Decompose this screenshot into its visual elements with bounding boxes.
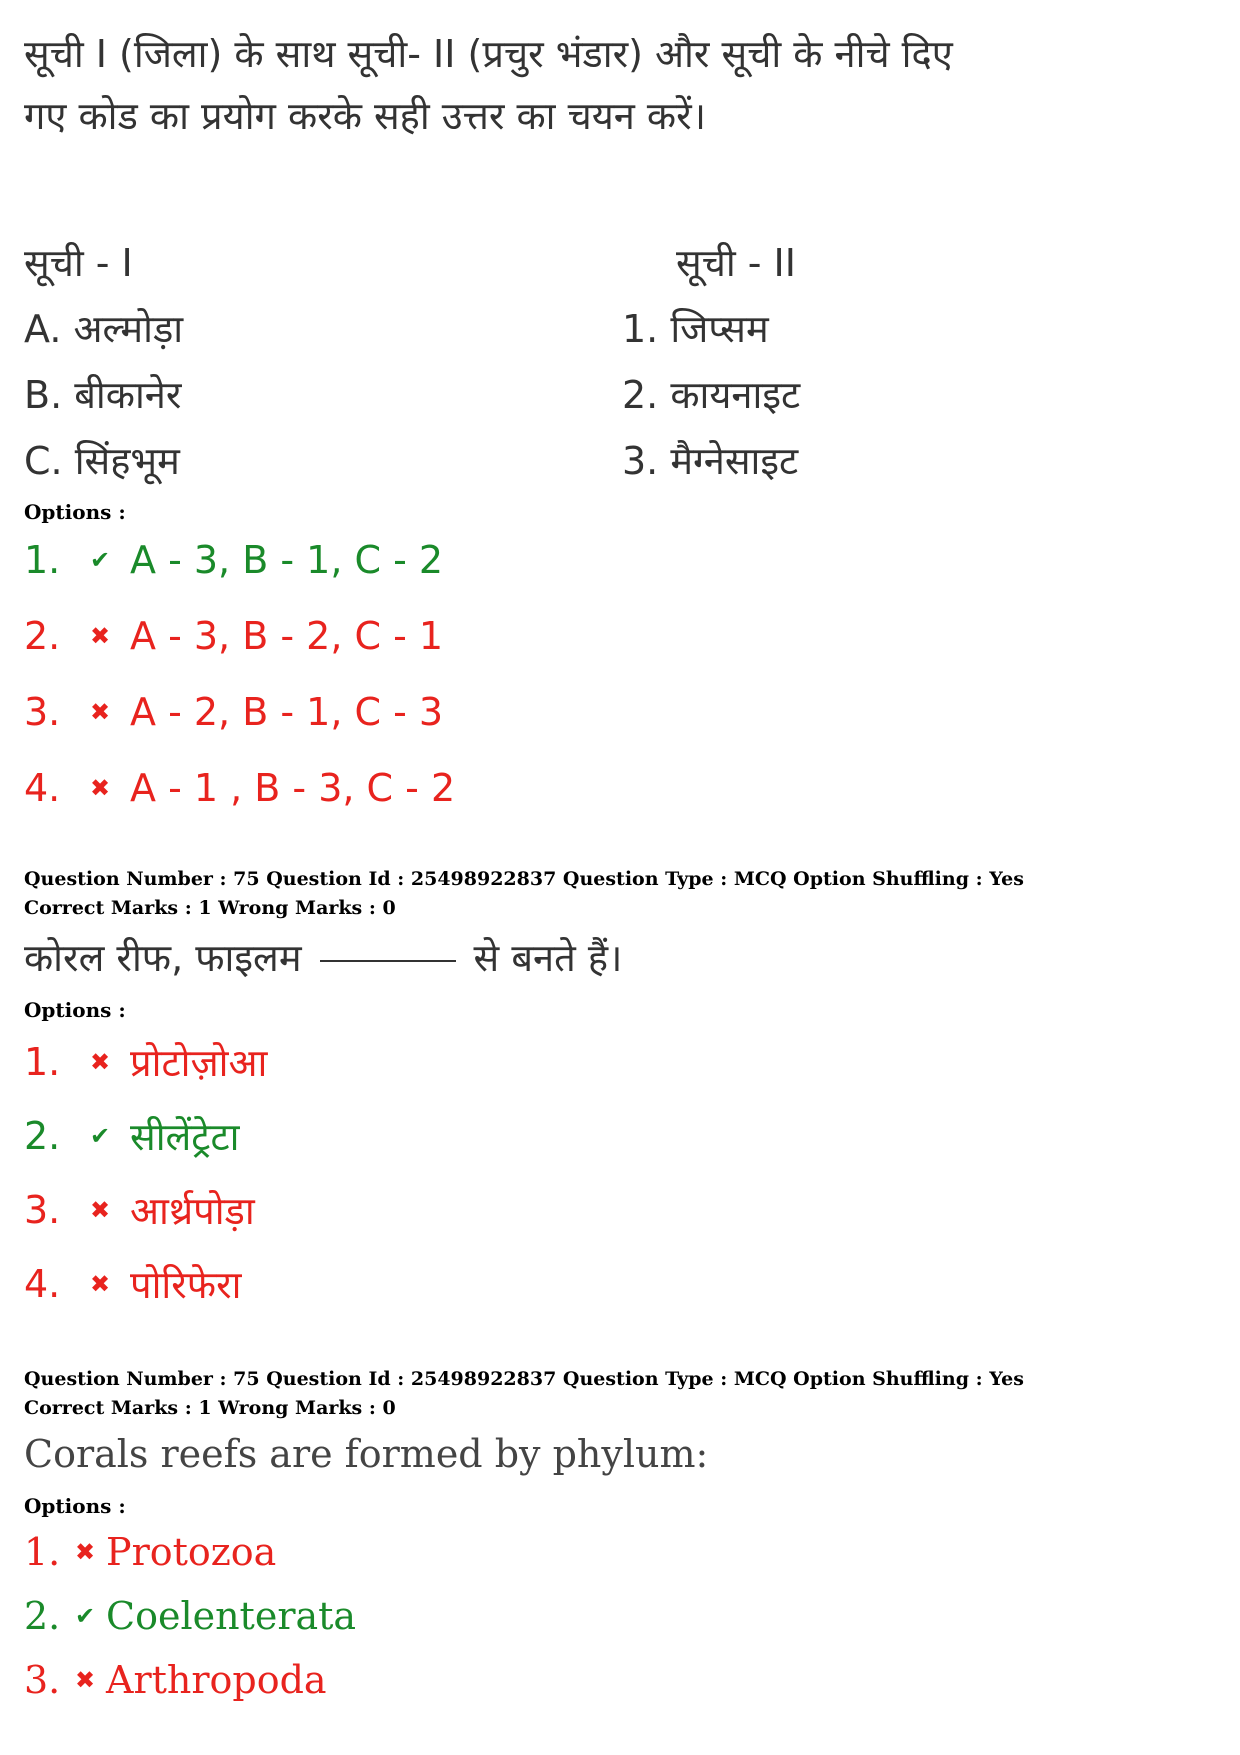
question-text-pre: कोरल रीफ, फाइलम [24, 936, 302, 980]
option-text: Arthropoda [106, 1658, 327, 1702]
option-item [24, 766, 455, 810]
option-number: 2. [24, 1594, 61, 1638]
options-label: Options : [24, 998, 126, 1022]
option-number: 1. [24, 538, 61, 582]
question-text-post: से बनते हैं। [473, 936, 623, 980]
check-icon: ✔ [89, 1122, 111, 1150]
option-item [24, 1258, 242, 1310]
list2-item: 2. कायनाइट [622, 373, 801, 417]
option-text: A - 3, B - 2, C - 1 [130, 614, 444, 658]
option-item [24, 1184, 255, 1236]
question-marks: Correct Marks : 1 Wrong Marks : 0 [24, 1397, 396, 1419]
option-number: 3. [24, 690, 61, 734]
list1-item: C. सिंहभूम [24, 439, 180, 483]
option-item [24, 538, 443, 582]
cross-icon: ✖ [74, 1538, 96, 1566]
options-label: Options : [24, 500, 126, 524]
option-item [24, 1036, 267, 1088]
option-number: 4. [24, 766, 61, 810]
options-label: Options : [24, 1494, 126, 1518]
cross-icon: ✖ [89, 1270, 111, 1298]
cross-icon: ✖ [74, 1666, 96, 1694]
cross-icon: ✖ [89, 1048, 111, 1076]
option-text: Coelenterata [106, 1594, 357, 1638]
cross-icon: ✖ [89, 698, 111, 726]
option-item [24, 1594, 356, 1638]
question-meta: Question Number : 75 Question Id : 25498922837 Question Type : MCQ Option Shuffling : Yes [24, 1368, 1024, 1390]
question-text [24, 926, 622, 990]
cross-icon: ✖ [89, 1196, 111, 1224]
option-item [24, 1110, 239, 1162]
option-text: पोरिफेरा [130, 1263, 242, 1307]
check-icon: ✔ [89, 546, 111, 574]
option-text: A - 2, B - 1, C - 3 [130, 690, 444, 734]
option-text: सीलेंट्रेटा [130, 1115, 240, 1159]
question-text-line1: सूची I (जिला) के साथ सूची- II (प्रचुर भंडार) और सूची के नीचे दिए [24, 32, 953, 76]
answer-blank [320, 959, 456, 962]
list1-item: B. बीकानेर [24, 373, 182, 417]
option-number: 1. [24, 1040, 61, 1084]
option-number: 3. [24, 1658, 61, 1702]
option-text: प्रोटोज़ोआ [130, 1041, 268, 1085]
option-number: 1. [24, 1530, 61, 1574]
option-number: 3. [24, 1188, 61, 1232]
option-item [24, 1530, 276, 1574]
list2-header: सूची - II [676, 241, 796, 285]
option-item [24, 690, 443, 734]
list1-header: सूची - I [24, 241, 133, 285]
option-item [24, 1658, 327, 1702]
cross-icon: ✖ [89, 622, 111, 650]
question-text: Corals reefs are formed by phylum: [24, 1432, 709, 1476]
list2-item: 1. जिप्सम [622, 307, 769, 351]
option-text: Protozoa [106, 1530, 277, 1574]
option-item [24, 614, 443, 658]
question-marks: Correct Marks : 1 Wrong Marks : 0 [24, 897, 396, 919]
option-number: 2. [24, 614, 61, 658]
check-icon: ✔ [74, 1602, 96, 1630]
question-text-line2: गए कोड का प्रयोग करके सही उत्तर का चयन करें। [24, 94, 707, 138]
cross-icon: ✖ [89, 774, 111, 802]
list1-item: A. अल्मोड़ा [24, 307, 184, 351]
option-number: 2. [24, 1114, 61, 1158]
option-number: 4. [24, 1262, 61, 1306]
option-text: A - 1 , B - 3, C - 2 [130, 766, 456, 810]
option-text: A - 3, B - 1, C - 2 [130, 538, 444, 582]
option-text: आर्थ्रपोड़ा [130, 1189, 255, 1233]
list2-item: 3. मैग्नेसाइट [622, 439, 799, 483]
question-meta: Question Number : 75 Question Id : 25498922837 Question Type : MCQ Option Shuffling : Yes [24, 868, 1024, 890]
